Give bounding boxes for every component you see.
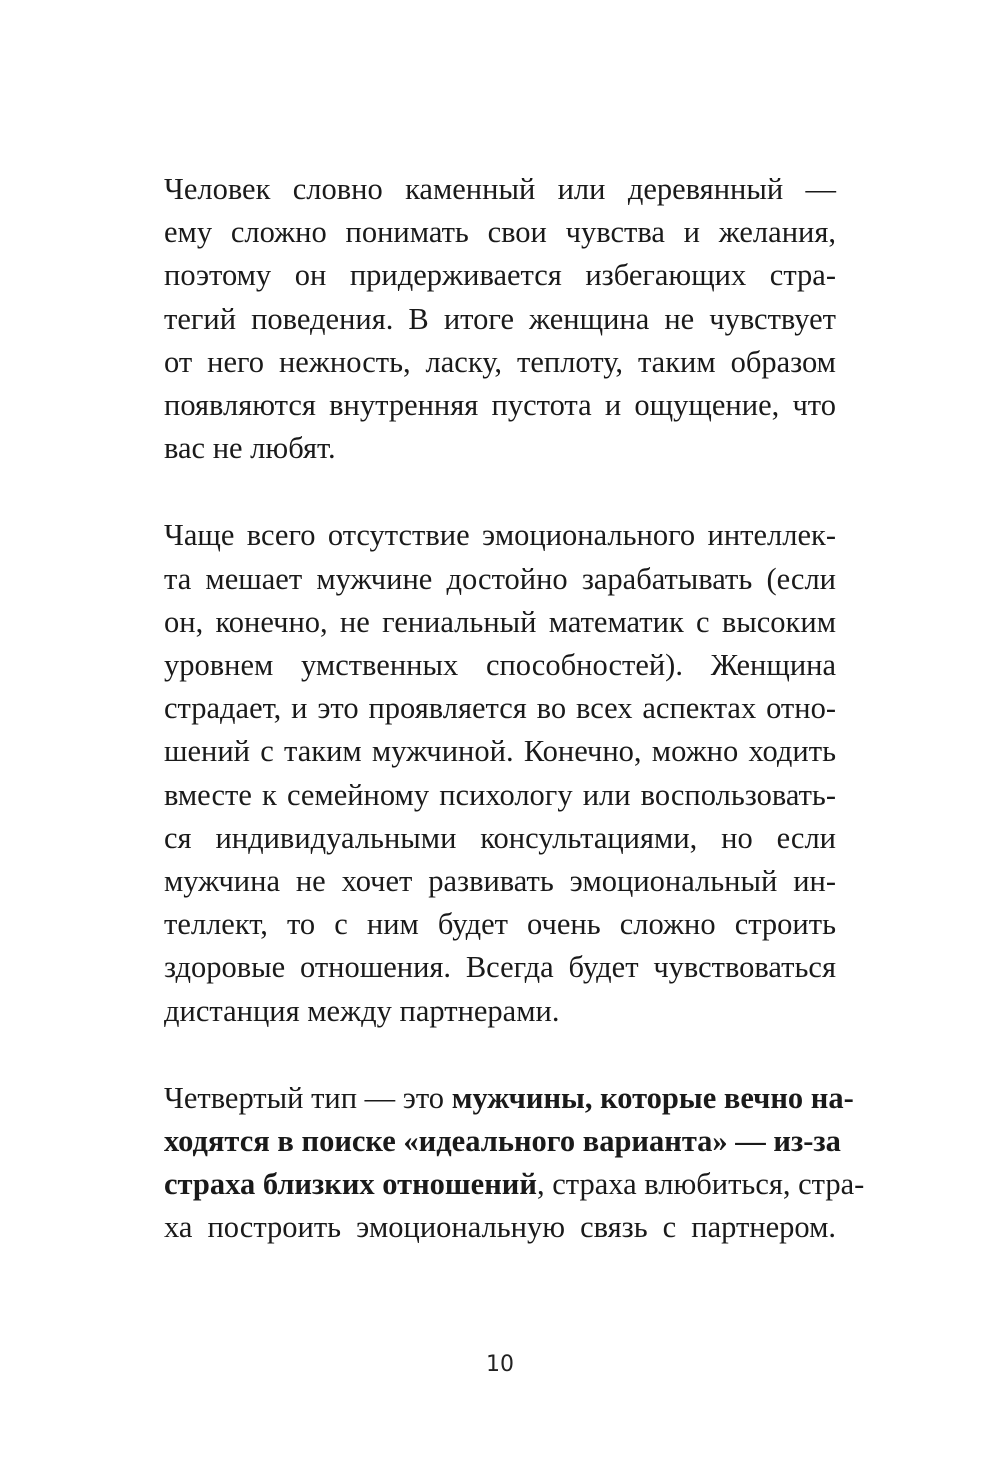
text-line — [164, 341, 836, 384]
bold-text-run: ходятся в поиске «идеального варианта» — из-за — [164, 1124, 841, 1159]
text-run: появляются внутренняя пустота и ощущение, что — [164, 388, 836, 423]
text-line — [164, 774, 836, 817]
page-number: 10 — [486, 1352, 514, 1377]
text-run: вместе к семейному психологу или воспользовать- — [164, 777, 836, 812]
text-line — [164, 730, 836, 773]
paragraph-1 — [164, 168, 836, 470]
text-line — [164, 644, 836, 687]
paragraph-3 — [164, 1077, 865, 1250]
text-line — [164, 298, 836, 341]
text-line — [164, 211, 836, 254]
text-line — [164, 687, 836, 730]
text-line — [164, 601, 836, 644]
paragraph-spacer — [164, 470, 836, 514]
text-run: ха построить эмоциональную связь с партнером. — [164, 1210, 836, 1245]
page-body — [164, 168, 865, 1250]
text-line — [164, 384, 836, 427]
text-run: мужчина не хочет развивать эмоциональный ин- — [164, 864, 836, 899]
text-run: поэтому он придерживается избегающих стра- — [164, 258, 836, 293]
text-line — [164, 946, 836, 989]
text-run: , страха влюбиться, стра- — [536, 1167, 865, 1202]
text-run: он, конечно, не гениальный математик с высоким — [164, 604, 836, 639]
text-line — [164, 254, 836, 297]
text-line — [164, 168, 836, 211]
text-run: Чаще всего отсутствие эмоционального интеллек- — [164, 518, 836, 553]
text-line — [164, 1120, 841, 1163]
text-line — [164, 514, 836, 557]
text-run: та мешает мужчине достойно зарабатывать (если — [164, 561, 836, 596]
text-run: Четвертый тип — это — [164, 1080, 452, 1115]
paragraph-2 — [164, 514, 836, 1032]
text-line — [164, 903, 836, 946]
text-run: от него нежность, ласку, теплоту, таким образом — [164, 344, 836, 379]
text-run: уровнем умственных способностей). Женщина — [164, 648, 836, 683]
text-run: дистанция между партнерами. — [164, 993, 560, 1028]
text-line — [164, 1077, 854, 1120]
text-run: тегий поведения. В итоге женщина не чувствует — [164, 301, 836, 336]
bold-text-run: мужчины, которые вечно на- — [451, 1080, 854, 1115]
text-line — [164, 860, 836, 903]
text-run: шений с таким мужчиной. Конечно, можно ходить — [164, 734, 836, 769]
text-run: вас не любят. — [164, 431, 336, 466]
bold-text-run: страха близких отношений — [164, 1167, 537, 1202]
paragraph-spacer — [164, 1033, 836, 1077]
text-line — [164, 817, 836, 860]
text-line — [164, 1206, 836, 1249]
text-line — [164, 1163, 865, 1206]
text-line — [164, 427, 836, 470]
text-run: Человек словно каменный или деревянный — — [164, 172, 836, 206]
text-run: здоровые отношения. Всегда будет чувствоваться — [164, 950, 836, 985]
text-run: ему сложно понимать свои чувства и желания, — [164, 215, 836, 250]
text-run: теллект, то с ним будет очень сложно строить — [164, 907, 836, 942]
text-line — [164, 990, 836, 1033]
text-run: ся индивидуальными консультациями, но если — [164, 820, 836, 855]
text-line — [164, 558, 836, 601]
text-run: страдает, и это проявляется во всех аспектах отно- — [164, 691, 836, 726]
